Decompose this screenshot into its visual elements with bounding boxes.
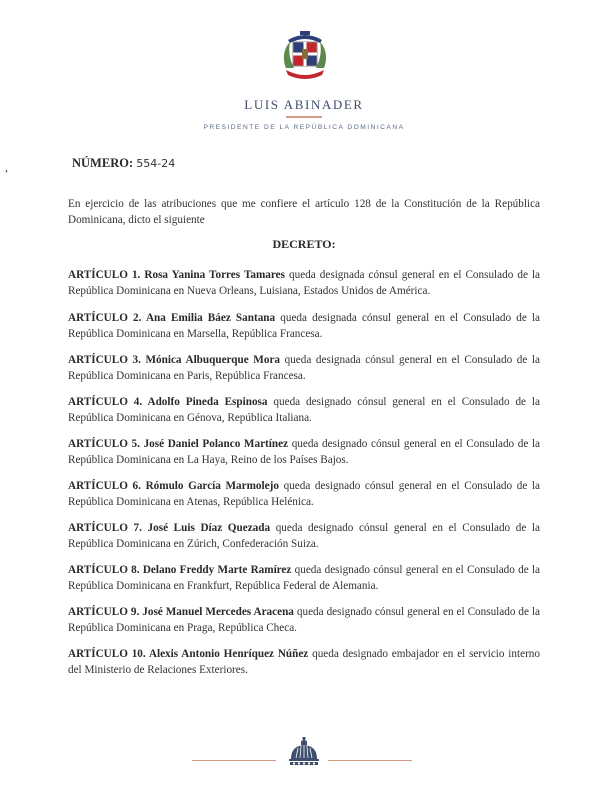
article-label: ARTÍCULO 2. xyxy=(68,312,142,324)
article-3 xyxy=(68,353,540,384)
article-text: queda designado cónsul general en el Consulado de la República Dominicana en Génova, República Italiana. xyxy=(68,396,541,424)
article-heading xyxy=(68,312,275,324)
article-text: queda designado cónsul general en el Consulado de la República Dominicana en Zúrich, Confederación Suiza. xyxy=(68,522,541,550)
president-title: PRESIDENTE DE LA REPÚBLICA DOMINICANA xyxy=(203,124,405,131)
article-heading xyxy=(68,269,285,281)
article-heading xyxy=(68,522,270,534)
article-text: queda designado cónsul general en el Consulado de la República Dominicana en Praga, República Checa. xyxy=(68,606,541,634)
appointee-name: José Luis Díaz Quezada xyxy=(147,522,271,534)
stray-mark: , xyxy=(5,160,8,174)
appointee-name: José Daniel Polanco Martínez xyxy=(143,438,289,450)
article-label: ARTÍCULO 8. xyxy=(68,564,140,576)
article-label: ARTÍCULO 10. xyxy=(68,648,146,660)
article-4 xyxy=(68,395,540,426)
article-text: queda designado cónsul general en el Consulado de la República Dominicana en Frankfurt, República Federal de Alemania. xyxy=(68,564,541,592)
article-text: queda designado cónsul general en el Consulado de la República Dominicana en Atenas, República Helénica. xyxy=(68,480,541,508)
appointee-name: Mónica Albuquerque Mora xyxy=(145,354,281,366)
article-heading xyxy=(68,438,288,450)
article-7 xyxy=(68,521,540,552)
article-8 xyxy=(68,563,540,594)
intro-paragraph: En ejercicio de las atribuciones que me confiere el artículo 128 de la Constitución de la República Dominicana, dicto el siguiente xyxy=(68,198,540,226)
article-label: ARTÍCULO 7. xyxy=(68,522,142,534)
decree-heading: DECRETO: xyxy=(272,237,336,251)
article-label: ARTÍCULO 9. xyxy=(68,606,140,618)
article-label: ARTÍCULO 1. xyxy=(68,269,141,281)
article-heading xyxy=(68,648,308,660)
appointee-name: Ana Emilia Báez Santana xyxy=(145,312,276,324)
article-heading xyxy=(68,396,268,408)
article-label: ARTÍCULO 6. xyxy=(68,480,141,492)
article-heading xyxy=(68,480,279,492)
article-1 xyxy=(68,268,540,299)
coat-of-arms-icon xyxy=(278,28,332,84)
article-text: queda designada cónsul general en el Consulado de la República Dominicana en Nueva Orleans, Luisiana, Estados Unidos de América. xyxy=(68,269,541,297)
article-text: queda designada cónsul general en el Consulado de la República Dominicana en Paris, República Francesa. xyxy=(68,354,541,382)
footer-line-right xyxy=(328,760,412,761)
article-text: queda designada cónsul general en el Consulado de la República Dominicana en Marsella, República Francesa. xyxy=(68,312,541,340)
article-5 xyxy=(68,437,540,468)
article-text: queda designado embajador en el servicio interno del Ministerio de Relaciones Exteriores. xyxy=(68,648,540,676)
appointee-name: Adolfo Pineda Espinosa xyxy=(147,396,268,408)
accent-divider xyxy=(286,116,322,118)
article-9 xyxy=(68,605,540,636)
decree-number-value: 554-24 xyxy=(136,157,176,170)
article-label: ARTÍCULO 4. xyxy=(68,396,143,408)
appointee-name: Rómulo García Marmolejo xyxy=(145,480,279,492)
article-heading xyxy=(68,354,280,366)
footer-line-left xyxy=(192,760,276,761)
article-heading xyxy=(68,564,291,576)
appointee-name: Rosa Yanina Torres Tamares xyxy=(144,269,285,281)
appointee-name: Delano Freddy Marte Ramírez xyxy=(142,564,292,576)
dome-icon xyxy=(287,737,321,767)
article-label: ARTÍCULO 3. xyxy=(68,354,141,366)
article-label: ARTÍCULO 5. xyxy=(68,438,140,450)
appointee-name: Alexis Antonio Henríquez Núñez xyxy=(148,648,309,660)
decree-number-label: NÚMERO: xyxy=(72,156,134,170)
article-2 xyxy=(68,311,540,342)
appointee-name: José Manuel Mercedes Aracena xyxy=(142,606,294,618)
article-heading xyxy=(68,606,294,618)
decree-number xyxy=(72,156,175,171)
article-6 xyxy=(68,479,540,510)
article-10 xyxy=(68,647,540,678)
article-text: queda designado cónsul general en el Consulado de la República Dominicana en La Haya, Reino de los Países Bajos. xyxy=(68,438,541,466)
president-name: LUIS ABINADER xyxy=(244,97,364,112)
